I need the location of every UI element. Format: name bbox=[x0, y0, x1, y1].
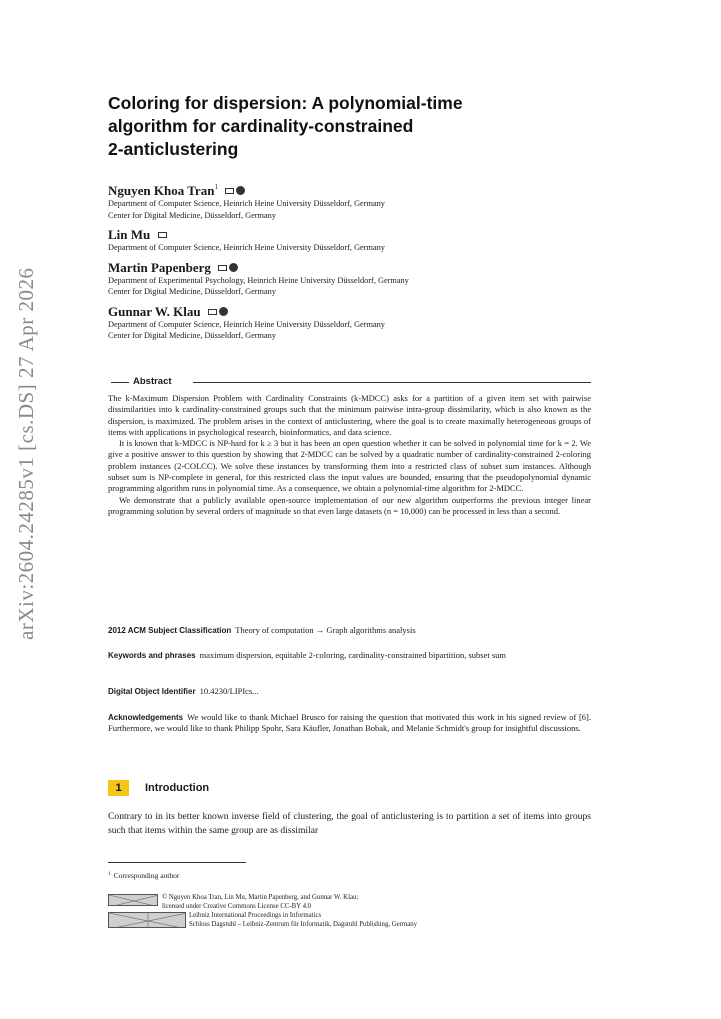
license-text: licensed under Creative Commons License CC-BY 4.0 bbox=[162, 903, 312, 910]
orcid-icon[interactable] bbox=[229, 263, 238, 272]
heading-rule bbox=[193, 382, 591, 383]
author-affiliation: Center for Digital Medicine, Düsseldorf, Germany bbox=[108, 287, 276, 296]
title-line: 2-anticlustering bbox=[108, 139, 239, 159]
footnote-mark: 1 bbox=[214, 183, 218, 191]
title-line: algorithm for cardinality-constrained bbox=[108, 116, 414, 136]
meta-label: Digital Object Identifier bbox=[108, 687, 196, 696]
paper-title bbox=[108, 92, 568, 161]
section-title: Introduction bbox=[145, 782, 210, 794]
author-affiliation: Department of Experimental Psychology, Heinrich Heine University Düsseldorf, Germany bbox=[108, 275, 409, 285]
footnote-rule bbox=[108, 862, 246, 863]
orcid-icon[interactable] bbox=[236, 186, 245, 195]
section-number-badge: 1 bbox=[108, 780, 129, 796]
author-affiliation: Department of Computer Science, Heinrich Heine University Düsseldorf, Germany bbox=[108, 199, 385, 208]
abstract-paragraph: It is known that k-MDCC is NP-hard for k ≥ 3 but it has been an open question whether it can be solved in polynomial time for k = 2. We give a positive answer to this question by showing that 2-MDCC can be solved by a quadratic number of cardinality-constrained 2-coloring problem instances (2-COLCC). We solve these instances by transforming them into a restricted class of subset sum instances. Although subset sum is NP-complete in general, for this restricted class the input values are bounded, ensuring that the pseudopolynomial dynamic programming algorithm runs in polynomial time. As a consequence, we obtain a polynomial-time algorithm for 2-MDCC. bbox=[108, 438, 591, 494]
author-list bbox=[108, 180, 591, 348]
author-affiliation: Department of Computer Science, Heinrich Heine University Düsseldorf, Germany bbox=[108, 243, 385, 252]
author-block bbox=[108, 180, 591, 221]
footnote-mark: 1 bbox=[108, 871, 111, 877]
author-affiliation: Department of Computer Science, Heinrich Heine University Düsseldorf, Germany bbox=[108, 319, 385, 329]
section-body: Contrary to in its better known inverse field of clustering, the goal of anticlustering is to partition a set of items into groups such that items within the same group are as dissimilar bbox=[108, 811, 591, 836]
keywords bbox=[108, 650, 591, 661]
abstract-body bbox=[108, 393, 591, 517]
footnote-text: Corresponding author bbox=[113, 871, 180, 880]
abstract-paragraph: The k-Maximum Dispersion Problem with Cardinality Constraints (k-MDCC) asks for a partition of a given item set with pairwise dissimilarities into k cardinality-constrained groups such that the minimum pairwise intra-group dissimilarity, which is also known as the dispersion, is maximized. The problem arises in the context of anticlustering, where the goal is to create maximally heterogeneous groups of items with applications in psychological research, bioinformatics, and data science. bbox=[108, 393, 591, 437]
meta-label: Acknowledgements bbox=[108, 713, 184, 722]
orcid-icon[interactable] bbox=[219, 307, 228, 316]
heading-rule bbox=[111, 382, 129, 383]
author-name: Lin Mu bbox=[108, 227, 151, 242]
meta-label: 2012 ACM Subject Classification bbox=[108, 626, 232, 635]
arxiv-stamp: arXiv:2604.24285v1 [cs.DS] 27 Apr 2026 bbox=[14, 267, 38, 640]
author-name: Gunnar W. Klau bbox=[108, 303, 201, 319]
author-block bbox=[108, 227, 591, 254]
license-text: © Nguyen Khoa Tran, Lin Mu, Martin Papenberg, and Gunnar W. Klau; bbox=[162, 894, 359, 901]
author-name: Nguyen Khoa Tran bbox=[108, 183, 215, 198]
doi-link[interactable]: 10.4230/LIPIcs... bbox=[199, 686, 259, 696]
author-block bbox=[108, 304, 591, 342]
abstract-label: Abstract bbox=[133, 376, 172, 387]
doi bbox=[108, 686, 591, 697]
publisher-text: Leibniz International Proceedings in Informatics bbox=[189, 912, 322, 919]
publisher-text: Schloss Dagstuhl – Leibniz-Zentrum für Informatik, Dagstuhl Publishing, Germany bbox=[189, 921, 418, 928]
title-line: Coloring for dispersion: A polynomial-time bbox=[108, 93, 463, 113]
mail-icon[interactable] bbox=[208, 309, 217, 315]
author-name: Martin Papenberg bbox=[108, 259, 211, 275]
cc-license-logo bbox=[108, 894, 158, 906]
meta-value: maximum dispersion, equitable 2-coloring, cardinality-constrained bipartition, subset sum bbox=[199, 650, 507, 660]
mail-icon[interactable] bbox=[218, 265, 227, 271]
meta-label: Keywords and phrases bbox=[108, 651, 196, 660]
author-affiliation: Center for Digital Medicine, Düsseldorf, Germany bbox=[108, 331, 276, 340]
author-affiliation: Center for Digital Medicine, Düsseldorf, Germany bbox=[108, 210, 276, 220]
acknowledgements bbox=[108, 712, 591, 735]
abstract-paragraph: We demonstrate that a publicly available open-source implementation of our new algorithm outperforms the previous integer linear programming solution by several orders of magnitude so that even large datasets (n = 10,000) can be processed in less than a second. bbox=[108, 494, 591, 516]
mail-icon[interactable] bbox=[158, 232, 167, 238]
footnote bbox=[108, 869, 179, 881]
meta-value: Theory of computation → Graph algorithms analysis bbox=[235, 625, 416, 635]
abstract-heading bbox=[108, 376, 591, 388]
meta-value: We would like to thank Michael Brusco for raising the question that motivated this work in his signed review of [6]. Furthermore, we would like to thank Philipp Spohr, Sara Käufler, Jonathan Bobak, and Melanie Schmidt's group for insightful discussions. bbox=[108, 712, 591, 734]
mail-icon[interactable] bbox=[225, 188, 234, 194]
acm-classification bbox=[108, 625, 591, 636]
lipics-logo bbox=[108, 912, 186, 928]
author-block bbox=[108, 260, 591, 298]
